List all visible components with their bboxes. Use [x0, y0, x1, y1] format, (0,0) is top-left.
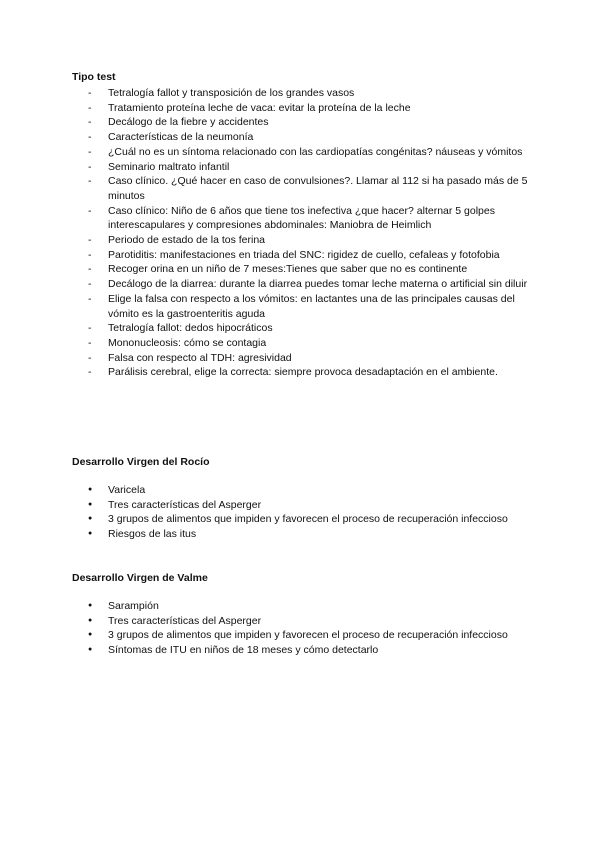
list-item: - Falsa con respecto al TDH: agresividad	[88, 351, 528, 366]
list-item: - Recoger orina en un niño de 7 meses:Tienes que saber que no es continente	[88, 262, 528, 277]
list-item: ● Riesgos de las itus	[88, 527, 528, 542]
list-item: - Parálisis cerebral, elige la correcta: siempre provoca desadaptación en el ambiente.	[88, 365, 528, 380]
valme-list	[88, 599, 528, 658]
list-item: - Caso clínico. ¿Qué hacer en caso de convulsiones?. Llamar al 112 si ha pasado más de 5 minutos	[88, 174, 528, 203]
list-item: ● 3 grupos de alimentos que impiden y favorecen el proceso de recuperación infeccioso	[88, 512, 528, 527]
rocio-heading: Desarrollo Virgen del Rocío	[72, 456, 210, 468]
tipo-test-list	[88, 86, 528, 380]
list-item: - Tetralogía fallot: dedos hipocráticos	[88, 321, 528, 336]
list-item: - Mononucleosis: cómo se contagia	[88, 336, 528, 351]
list-item: ● Varicela	[88, 483, 528, 498]
list-item: - Características de la neumonía	[88, 130, 528, 145]
list-item: ● 3 grupos de alimentos que impiden y favorecen el proceso de recuperación infeccioso	[88, 628, 528, 643]
list-item: - Elige la falsa con respecto a los vómitos: en lactantes una de las principales causas del vómito es la gastroenteritis aguda	[88, 292, 528, 321]
list-item: ● Tres características del Asperger	[88, 614, 528, 629]
rocio-list	[88, 483, 528, 542]
list-item: - Caso clínico: Niño de 6 años que tiene tos inefectiva ¿que hacer? alternar 5 golpes interescapulares y compresiones abdominales: Maniobra de Heimlich	[88, 204, 528, 233]
list-item: - Parotiditis: manifestaciones en triada del SNC: rigidez de cuello, cefaleas y fotofobia	[88, 248, 528, 263]
list-item: - Decálogo de la fiebre y accidentes	[88, 115, 528, 130]
list-item: - Decálogo de la diarrea: durante la diarrea puedes tomar leche materna o artificial sin diluir	[88, 277, 528, 292]
list-item: - Periodo de estado de la tos ferina	[88, 233, 528, 248]
list-item: ● Tres características del Asperger	[88, 498, 528, 513]
valme-heading: Desarrollo Virgen de Valme	[72, 572, 208, 584]
list-item: - Seminario maltrato infantil	[88, 160, 528, 175]
list-item: - ¿Cuál no es un síntoma relacionado con las cardiopatías congénitas? náuseas y vómitos	[88, 145, 528, 160]
tipo-test-heading: Tipo test	[72, 71, 116, 83]
list-item: ● Sarampión	[88, 599, 528, 614]
list-item: - Tetralogía fallot y transposición de los grandes vasos	[88, 86, 528, 101]
list-item: ● Síntomas de ITU en niños de 18 meses y cómo detectarlo	[88, 643, 528, 658]
list-item: - Tratamiento proteína leche de vaca: evitar la proteína de la leche	[88, 101, 528, 116]
